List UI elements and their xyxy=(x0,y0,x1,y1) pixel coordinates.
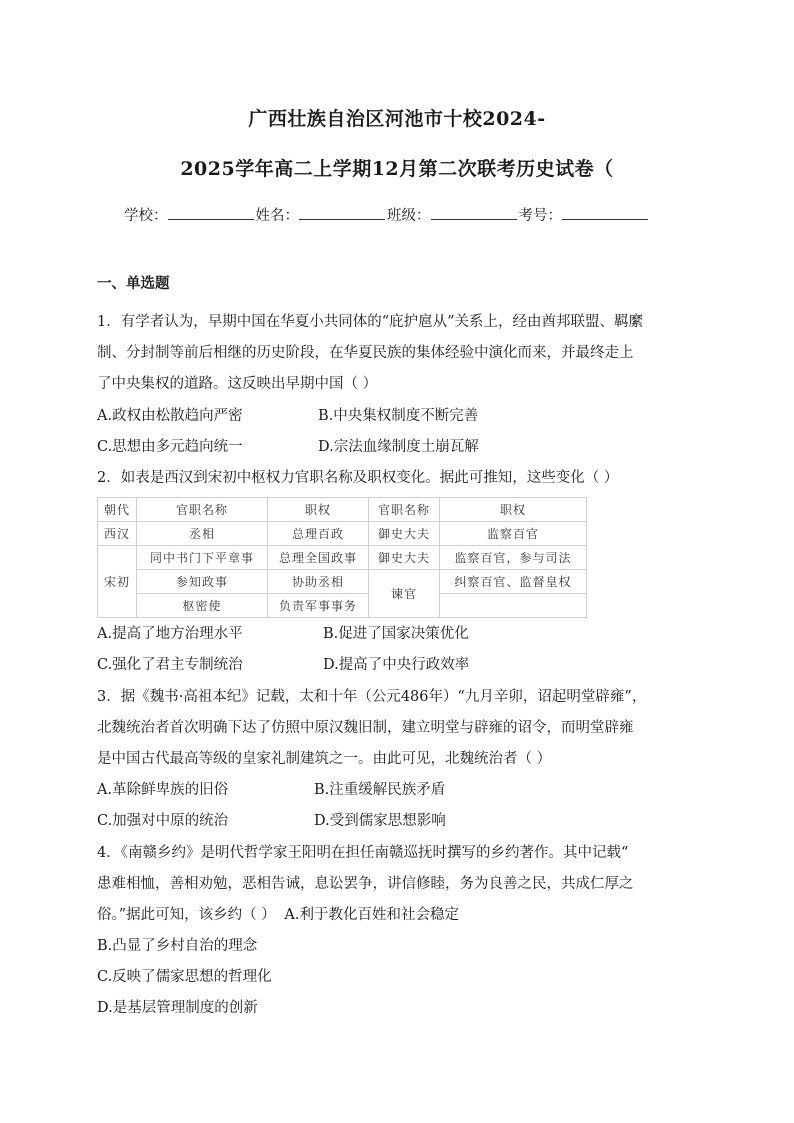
question-1-line-1: 1．有学者认为，早期中国在华夏小共同体的“庇护扈从”关系上，经由酋邦联盟、羁縻 xyxy=(97,314,644,330)
office-comparison-table xyxy=(97,497,587,618)
question-4-option-a[interactable]: A.利于教化百姓和社会稳定 xyxy=(284,907,459,923)
paper-title-line-2: 2025学年高二上学期12月第二次联考历史试卷（ xyxy=(180,158,614,180)
cell-title: 御史大夫 xyxy=(369,546,440,570)
question-1-option-c[interactable]: C.思想由多元趋向统一 xyxy=(97,439,243,455)
name-label: 姓名： xyxy=(255,208,299,224)
cell-power: 纠察百官、监督皇权 xyxy=(440,570,587,594)
cell-power: 总理百政 xyxy=(268,522,369,546)
cell-power: 监察百官，参与司法 xyxy=(440,546,587,570)
table-row xyxy=(98,522,587,546)
cell-power: 负责军事事务 xyxy=(268,594,369,618)
question-2-option-c[interactable]: C.强化了君主专制统治 xyxy=(97,657,243,673)
header-office-title-2: 官职名称 xyxy=(369,498,440,522)
question-1-line-2: 制、分封制等前后相继的历史阶段，在华夏民族的集体经验中演化而来，并最终走上 xyxy=(97,345,634,361)
question-2-option-d[interactable]: D.提高了中央行政效率 xyxy=(323,657,470,673)
question-4-line-3 xyxy=(97,903,459,924)
name-blank[interactable] xyxy=(299,205,385,220)
question-3-option-d[interactable]: D.受到儒家思想影响 xyxy=(314,813,446,829)
question-1-line-3: 了中央集权的道路。这反映出早期中国（ ） xyxy=(97,376,378,392)
class-blank[interactable] xyxy=(431,205,517,220)
cell-title: 参知政事 xyxy=(137,570,268,594)
school-label: 学校： xyxy=(124,208,168,224)
cell-title-remonstrator: 谏官 xyxy=(369,570,440,618)
question-4-line-2: 患难相恤，善相劝勉，恶相告诫，息讼罢争，讲信修睦，务为良善之民，共成仁厚之 xyxy=(97,876,634,892)
cell-dynasty-songchu: 宋初 xyxy=(98,546,137,618)
paper-title-line-1: 广西壮族自治区河池市十校2024- xyxy=(248,108,546,130)
question-3-line-3: 是中国古代最高等级的皇家礼制建筑之一。由此可见，北魏统治者（ ） xyxy=(97,751,552,767)
exam-number-label: 考号： xyxy=(518,208,562,224)
cell-power: 监察百官 xyxy=(440,522,587,546)
question-4-option-c[interactable]: C.反映了儒家思想的哲理化 xyxy=(97,969,272,985)
cell-title: 同中书门下平章事 xyxy=(137,546,268,570)
question-3-option-a[interactable]: A.革除鲜卑族的旧俗 xyxy=(97,782,229,798)
question-4-line-1: 4．《南赣乡约》是明代哲学家王阳明在担任南赣巡抚时撰写的乡约著作。其中记载“ xyxy=(97,845,629,861)
question-2-option-a[interactable]: A.提高了地方治理水平 xyxy=(97,626,243,642)
question-2-option-b[interactable]: B.促进了国家决策优化 xyxy=(323,626,469,642)
question-4-option-b[interactable]: B.凸显了乡村自治的理念 xyxy=(97,938,258,954)
table-row xyxy=(98,546,587,570)
header-power-2: 职权 xyxy=(440,498,587,522)
cell-empty xyxy=(440,594,587,618)
question-4-stem-end: 俗。”据此可知，该乡约（ ） xyxy=(97,907,276,923)
question-3-line-1: 3．据《魏书·高祖本纪》记载，太和十年（公元486年）“九月辛卯，诏起明堂辟雍”， xyxy=(97,689,647,705)
cell-power: 总理全国政事 xyxy=(268,546,369,570)
cell-title-chancellor: 丞相 xyxy=(137,522,268,546)
question-1-option-d[interactable]: D.宗法血缘制度土崩瓦解 xyxy=(318,439,479,455)
table-header-row xyxy=(98,498,587,522)
section-heading: 一、单选题 xyxy=(97,275,170,292)
class-label: 班级： xyxy=(387,208,431,224)
header-dynasty: 朝代 xyxy=(98,498,137,522)
school-blank[interactable] xyxy=(168,205,254,220)
header-office-title: 官职名称 xyxy=(137,498,268,522)
question-4-option-d[interactable]: D.是基层管理制度的创新 xyxy=(97,1000,258,1016)
question-2-line-1: 2．如表是西汉到宋初中枢权力官职名称及职权变化。据此可推知，这些变化（ ） xyxy=(97,470,619,486)
header-power: 职权 xyxy=(268,498,369,522)
question-1-option-b[interactable]: B.中央集权制度不断完善 xyxy=(318,408,479,424)
cell-title-censor: 御史大夫 xyxy=(369,522,440,546)
question-3-line-2: 北魏统治者首次明确下达了仿照中原汉魏旧制，建立明堂与辟雍的诏令，而明堂辟雍 xyxy=(97,720,634,736)
question-1-option-a[interactable]: A.政权由松散趋向严密 xyxy=(97,408,243,424)
table-row xyxy=(98,570,587,594)
table-row xyxy=(98,594,587,618)
student-info-row xyxy=(124,204,650,225)
cell-dynasty-xihan: 西汉 xyxy=(98,522,137,546)
question-3-option-b[interactable]: B.注重缓解民族矛盾 xyxy=(314,782,446,798)
question-3-option-c[interactable]: C.加强对中原的统治 xyxy=(97,813,229,829)
cell-title: 枢密使 xyxy=(137,594,268,618)
cell-power: 协助丞相 xyxy=(268,570,369,594)
exam-number-blank[interactable] xyxy=(562,205,648,220)
